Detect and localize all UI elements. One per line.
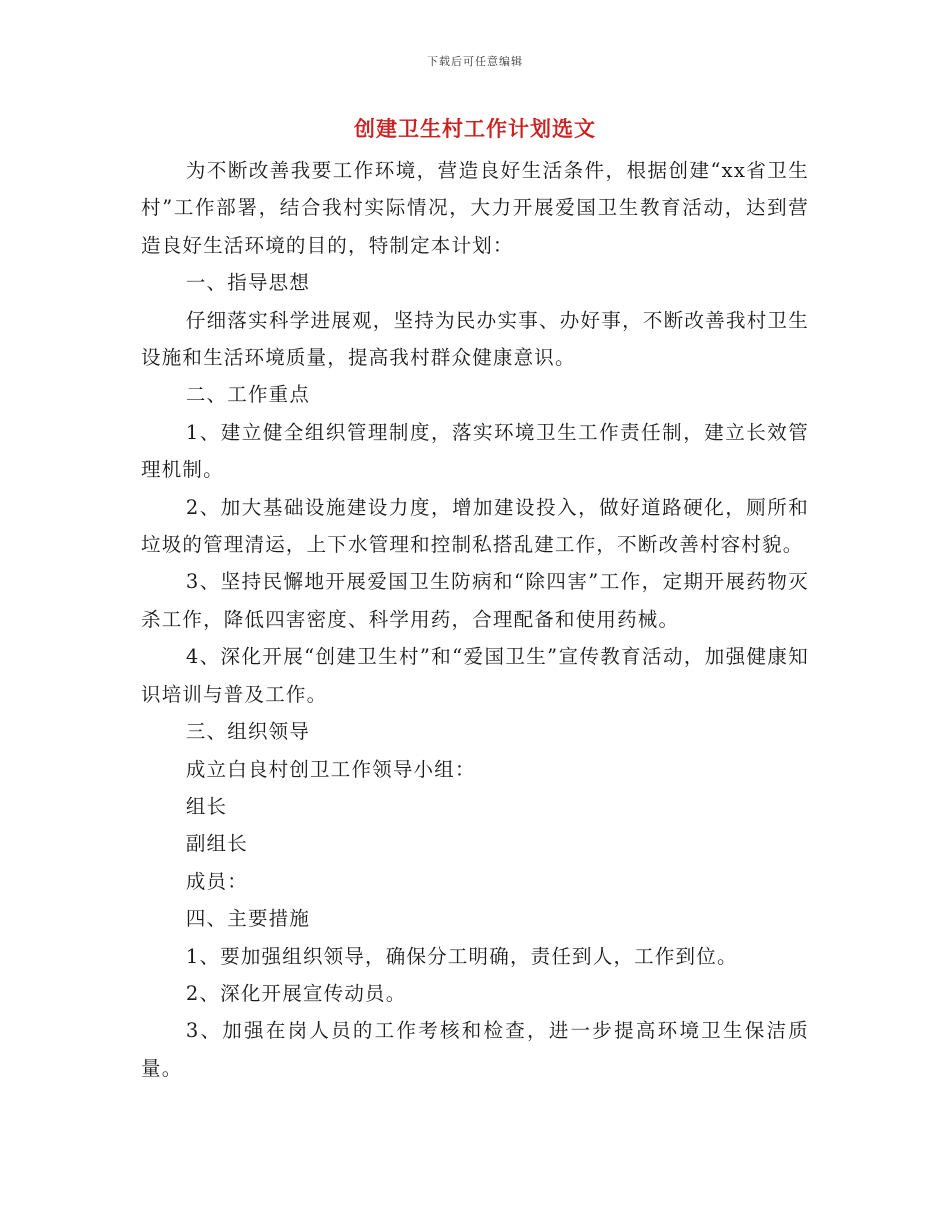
section-heading-main-measures: 四、主要措施 [185, 907, 311, 931]
paragraph-organization: 成立白良村创卫工作领导小组： [185, 757, 476, 781]
role-deputy-leader: 副组长 [185, 832, 248, 856]
paragraph-intro: 为不断改善我要工作环境，营造良好生活条件，根据创建“xx省卫生村”工作部署，结合我村实际情况，大力开展爱国卫生教育活动，达到营造良好生活环境的目的，特制定本计划： [141, 159, 809, 257]
document-body [141, 152, 809, 1087]
list-item-measure-2: 2、深化开展宣传动员。 [185, 981, 407, 1005]
list-item-measure-1: 1、要加强组织领导，确保分工明确，责任到人，工作到位。 [185, 944, 738, 968]
header-note: 下载后可任意编辑 [427, 55, 523, 68]
section-heading-organization: 三、组织领导 [185, 720, 311, 744]
list-item-work-focus-2: 2、加大基础设施建设力度，增加建设投入，做好道路硬化，厕所和垃圾的管理清运，上下水管理和控制私搭乱建工作，不断改善村容村貌。 [141, 495, 809, 557]
list-item-work-focus-3: 3、坚持民懈地开展爱国卫生防病和“除四害”工作，定期开展药物灭杀工作，降低四害密度、科学用药，合理配备和使用药械。 [141, 570, 809, 631]
role-members: 成员： [185, 869, 248, 893]
role-leader: 组长 [185, 794, 228, 818]
paragraph-guiding-ideology: 仔细落实科学进展观，坚持为民办实事、办好事，不断改善我村卫生设施和生活环境质量，提高我村群众健康意识。 [141, 308, 809, 370]
document-title: 创建卫生村工作计划选文 [354, 116, 596, 141]
section-heading-guiding-ideology: 一、指导思想 [185, 271, 311, 295]
list-item-measure-3: 3、加强在岗人员的工作考核和检查，进一步提高环境卫生保洁质量。 [141, 1019, 809, 1080]
list-item-work-focus-4: 4、深化开展“创建卫生村”和“爱国卫生”宣传教育活动，加强健康知识培训与普及工作。 [141, 645, 809, 706]
list-item-work-focus-1: 1、建立健全组织管理制度，落实环境卫生工作责任制，建立长效管理机制。 [141, 420, 809, 482]
section-heading-work-focus: 二、工作重点 [185, 383, 311, 407]
